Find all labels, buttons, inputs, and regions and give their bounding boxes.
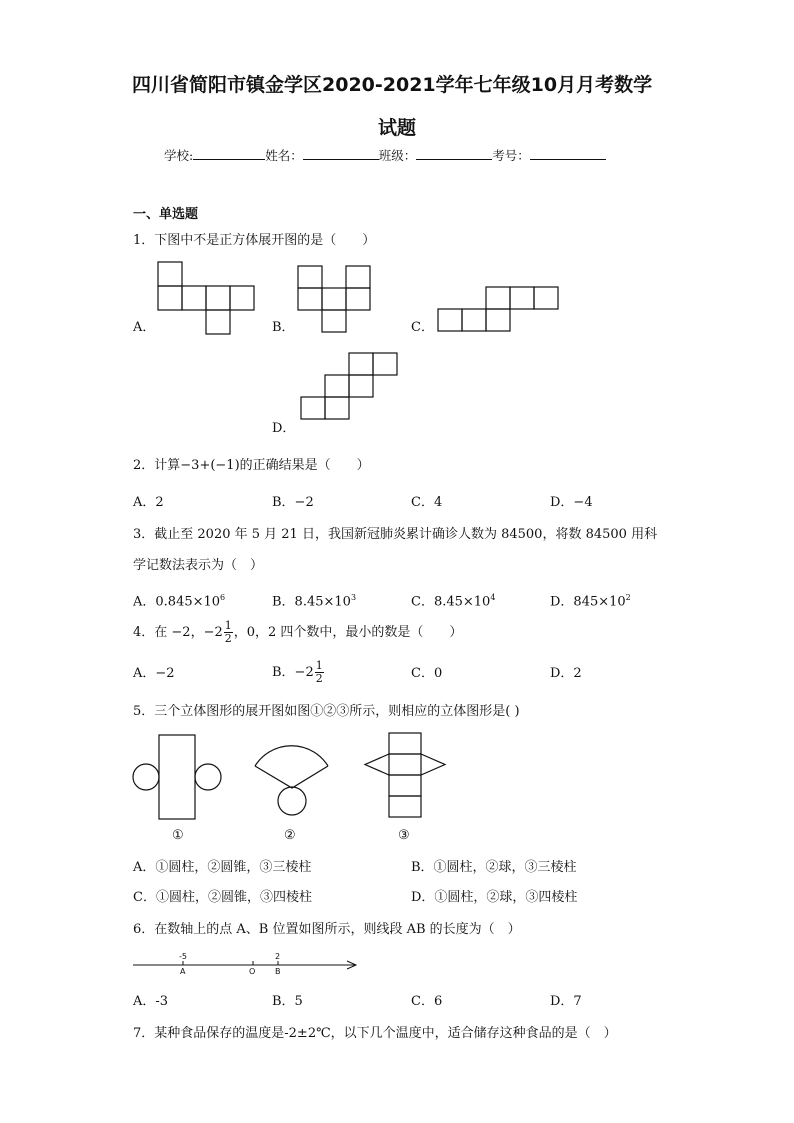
q4-fraction [224, 620, 233, 645]
q3-d-base: D．845×10 [550, 594, 626, 610]
q4-option-a[interactable]: A．−2 [133, 666, 175, 681]
q4-stem-post: ，0，2 四个数中，最小的数是（ ） [233, 625, 463, 640]
q4-option-d[interactable]: D．2 [550, 666, 582, 681]
q3-option-c[interactable] [411, 590, 495, 610]
q6-origin-label: O [249, 967, 256, 976]
q1-net-b [298, 266, 374, 334]
q1-net-d [301, 353, 417, 433]
q4-stem-pre: 4．在 −2，−2 [133, 625, 223, 640]
q5-figure-prism-net [365, 733, 455, 823]
q1-net-a [158, 262, 258, 334]
q2-stem [133, 458, 370, 474]
q3-b-base: B．8.45×10 [272, 594, 351, 610]
q5-figure2-label: ② [284, 828, 296, 843]
q3-a-base: A．0.845×10 [133, 594, 221, 610]
q1-option-c[interactable]: C． [411, 320, 434, 335]
q5-figure3-label: ③ [398, 828, 410, 843]
number-blank[interactable] [530, 147, 606, 160]
school-label: 学校: [164, 148, 194, 163]
q2-stem-post: 的正确结果是（ ） [239, 458, 370, 473]
q3-option-a[interactable] [133, 590, 225, 610]
q5-option-c[interactable]: C．①圆柱，②圆锥，③四棱柱 [133, 890, 312, 905]
q2-expression: −3+(−1) [180, 458, 240, 473]
page-title-line2: 试题 [378, 117, 417, 139]
school-blank[interactable] [193, 147, 265, 160]
q3-c-base: C．8.45×10 [411, 594, 491, 610]
name-label: 姓名： [265, 148, 303, 163]
q2-option-b[interactable]: B．−2 [272, 495, 314, 510]
q4-fraction-numerator: 1 [224, 619, 232, 632]
q4-fraction-denominator: 2 [224, 632, 232, 645]
q3-stem-line1: 3．截止至 2020 年 5 月 21 日，我国新冠肺炎累计确诊人数为 84500，将数 84500 用科 [133, 527, 658, 542]
page-title-line1: 四川省简阳市镇金学区2020-2021学年七年级10月月考数学 [132, 74, 653, 96]
q2-option-d[interactable]: D．−4 [550, 495, 593, 510]
q4-option-b[interactable] [272, 660, 325, 685]
number-label: 考号： [492, 148, 530, 163]
q6-point-b-label: B [275, 967, 281, 976]
q6-option-c[interactable]: C．6 [411, 994, 443, 1009]
q4-b-fraction-denominator: 2 [315, 672, 323, 685]
class-label: 班级： [378, 148, 417, 163]
q6-tick-b-value: 2 [275, 952, 281, 961]
q4-b-fraction-numerator: 1 [315, 659, 323, 672]
q5-option-d[interactable]: D．①圆柱，②球，③四棱柱 [411, 890, 578, 905]
class-blank[interactable] [416, 147, 492, 160]
q4-stem [133, 620, 462, 645]
q5-figure-cone-net [255, 738, 335, 818]
q3-b-exponent: 3 [350, 593, 357, 602]
q1-option-d[interactable]: D． [272, 421, 296, 436]
q2-option-a[interactable]: A．2 [133, 495, 164, 510]
q1-option-a[interactable]: A． [133, 320, 156, 335]
q3-option-d[interactable] [550, 590, 631, 610]
q7-stem: 7．某种食品保存的温度是-2±2℃，以下几个温度中，适合储存这种食品的是（ ） [133, 1026, 617, 1041]
q6-option-d[interactable]: D．7 [550, 994, 582, 1009]
q2-option-c[interactable]: C．4 [411, 495, 443, 510]
q5-figure1-label: ① [172, 828, 184, 843]
section-heading: 一、单选题 [133, 207, 199, 222]
q6-number-line [133, 950, 363, 980]
q6-point-a-label: A [180, 967, 186, 976]
q3-option-b[interactable] [272, 590, 356, 610]
q4-b-fraction [315, 660, 324, 685]
name-blank[interactable] [303, 147, 379, 160]
q6-option-a[interactable]: A．-3 [133, 994, 169, 1009]
q5-figure-cylinder-net [133, 735, 223, 825]
q5-stem: 5．三个立体图形的展开图如图①②③所示，则相应的立体图形是( ) [133, 704, 520, 719]
q6-option-b[interactable]: B．5 [272, 994, 303, 1009]
q5-option-b[interactable]: B．①圆柱，②球，③三棱柱 [411, 860, 577, 875]
q6-tick-a-value: -5 [179, 952, 187, 961]
q3-stem-line2: 学记数法表示为（ ） [133, 558, 264, 573]
q2-stem-pre: 2．计算 [133, 458, 181, 473]
q4-option-c[interactable]: C．0 [411, 666, 443, 681]
q1-stem: 1．下图中不是正方体展开图的是（ ） [133, 233, 376, 248]
q3-a-exponent: 6 [220, 593, 226, 602]
q1-option-b[interactable]: B． [272, 320, 295, 335]
q3-d-exponent: 2 [625, 593, 631, 602]
student-info-row [164, 146, 606, 164]
q1-net-c [438, 287, 562, 333]
q6-stem: 6．在数轴上的点 A、B 位置如图所示，则线段 AB 的长度为（ ） [133, 922, 521, 937]
q3-c-exponent: 4 [490, 593, 496, 602]
q5-option-a[interactable]: A．①圆柱，②圆锥，③三棱柱 [133, 860, 312, 875]
q4-b-whole: B．−2 [272, 665, 314, 680]
